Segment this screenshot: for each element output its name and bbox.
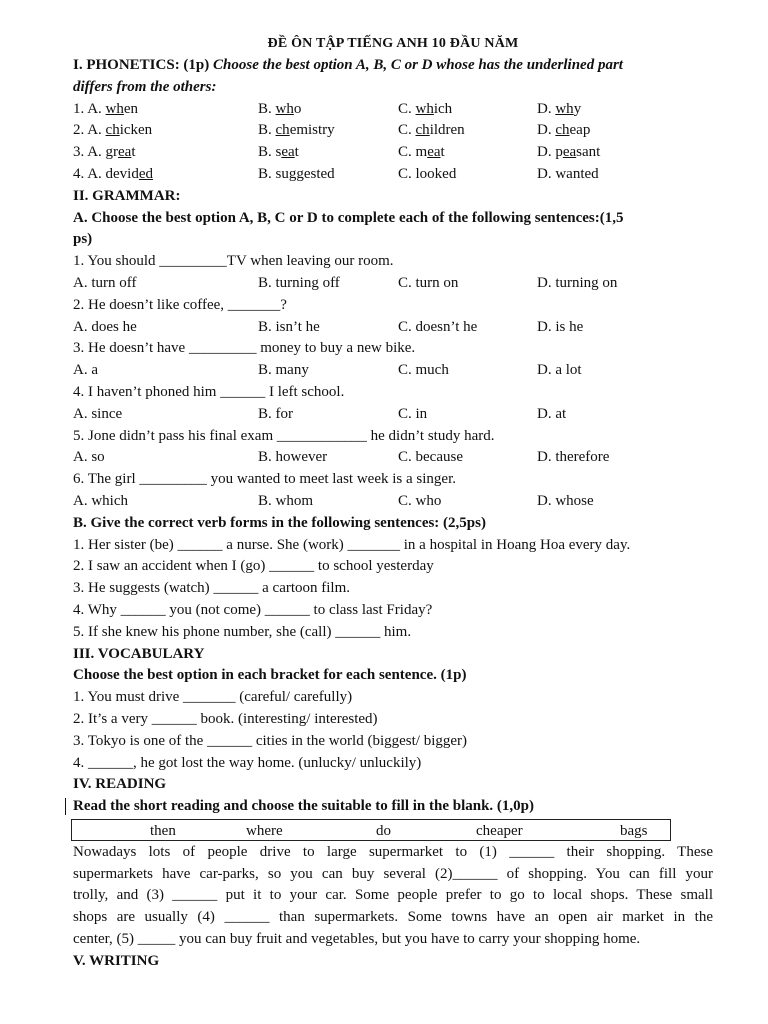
grammar-options-row (73, 491, 713, 513)
option-text: ich (433, 100, 453, 117)
option-text: A. (87, 100, 106, 117)
grammar-option: D. at (537, 405, 567, 422)
grammar-question: 4. I haven’t phoned him ______ I left school. (73, 383, 345, 400)
grammar-option: B. isn’t he (258, 318, 320, 335)
word-box-item: where (246, 822, 283, 839)
question-number: 2. (73, 122, 85, 139)
vocabulary-item: 1. You must drive _______ (careful/ carefully) (73, 689, 353, 706)
option-text: D. wanted (537, 165, 599, 182)
partB-item: 5. If she knew his phone number, she (call) ______ him. (73, 623, 412, 640)
grammar-question: 5. Jone didn’t pass his final exam ____________ he didn’t study hard. (73, 427, 495, 444)
grammar-question: 1. You should _________TV when leaving our room. (73, 253, 394, 270)
reading-paragraph-line: center, (5) _____ you can buy fruit and vegetables, but you have to carry your shopping home. (73, 931, 641, 948)
underlined-part: ch (275, 122, 290, 139)
phonetics-question-row (73, 99, 713, 121)
grammar-question: 3. He doesn’t have _________ money to buy a new bike. (73, 340, 416, 357)
option-text: D. (537, 122, 556, 139)
option-text: t (131, 144, 136, 161)
grammar-questions (73, 251, 713, 513)
writing-heading: V. WRITING (73, 952, 160, 969)
grammar-option: A. turn off (73, 274, 137, 291)
phonetics-option (398, 120, 537, 142)
underlined-part: ch (415, 122, 430, 139)
option-text: B. (258, 122, 276, 139)
phonetics-option (73, 99, 258, 121)
reading-paragraph-line: trolly, and (3) ______ put it to your car. Some people prefer to go to local shops. These small (73, 887, 713, 904)
option-text: B. suggested (258, 165, 335, 182)
word-box (71, 819, 671, 841)
grammar-option: C. because (398, 449, 463, 466)
grammar-option: A. so (73, 449, 105, 466)
grammar-partA-heading: A. Choose the best option A, B, C or D to complete each of the following sentences:(1,5 (73, 209, 624, 226)
underlined-part: ch (555, 122, 570, 139)
grammar-option: C. in (398, 405, 428, 422)
underlined-part: wh (555, 100, 574, 117)
phonetics-question-row (73, 164, 713, 186)
phonetics-option (73, 142, 258, 164)
option-text: B. s (258, 144, 282, 161)
underlined-part: ed (138, 165, 154, 182)
grammar-option: B. many (258, 362, 309, 379)
reading-instruction: Read the short reading and choose the suitable to fill in the blank. (1,0p) (73, 798, 535, 815)
grammar-option: C. doesn’t he (398, 318, 478, 335)
phonetics-heading: I. PHONETICS: (1p) (73, 57, 210, 73)
grammar-option: D. is he (537, 318, 584, 335)
grammar-option: C. who (398, 492, 442, 509)
option-text: B. (258, 100, 276, 117)
partB-item: 1. Her sister (be) ______ a nurse. She (work) _______ in a hospital in Hoang Hoa every day. (73, 536, 631, 553)
option-text: A. (87, 122, 106, 139)
phonetics-instruction-cont: differs from the others: (73, 78, 217, 95)
reading-paragraph-line: shops are usually (4) ______ than supermarkets. Some towns have an open air market in the (73, 909, 713, 926)
option-text: A. devid (87, 165, 139, 182)
vocabulary-item: 3. Tokyo is one of the ______ cities in the world (biggest/ bigger) (73, 732, 468, 749)
underlined-part: ea (281, 144, 295, 161)
option-text: eap (569, 122, 591, 139)
phonetics-option (398, 142, 537, 164)
phonetics-option (398, 99, 537, 121)
vocabulary-item: 4. ______, he got lost the way home. (unlucky/ unluckily) (73, 754, 422, 771)
word-box-item: do (376, 822, 391, 839)
worksheet-page (73, 32, 713, 973)
reading-heading: IV. READING (73, 776, 167, 793)
phonetics-items (73, 99, 713, 186)
option-text: emistry (289, 122, 335, 139)
option-text: C. m (398, 144, 428, 161)
option-text: sant (576, 144, 601, 161)
grammar-options-row (73, 273, 713, 295)
grammar-option: B. turning off (258, 274, 340, 291)
reading-instruction-line (73, 796, 713, 818)
phonetics-option (258, 164, 398, 186)
underlined-part: wh (275, 100, 294, 117)
word-box-item: cheaper (476, 822, 523, 839)
phonetics-instruction: Choose the best option A, B, C or D whose has the underlined part (213, 57, 623, 73)
phonetics-option (258, 120, 398, 142)
grammar-option: C. turn on (398, 274, 459, 291)
option-text: C. (398, 100, 416, 117)
option-text: y (573, 100, 582, 117)
grammar-option: D. whose (537, 492, 594, 509)
vocabulary-item: 2. It’s a very ______ book. (interesting/ interested) (73, 710, 378, 727)
option-text: o (293, 100, 302, 117)
vocabulary-heading: III. VOCABULARY (73, 645, 205, 662)
grammar-question: 6. The girl _________ you wanted to meet last week is a singer. (73, 471, 456, 488)
text-cursor (65, 798, 66, 815)
grammar-question: 2. He doesn’t like coffee, _______? (73, 296, 287, 313)
grammar-option: A. a (73, 362, 98, 379)
phonetics-option (258, 142, 398, 164)
grammar-option: D. therefore (537, 449, 610, 466)
option-text: D. p (537, 144, 563, 161)
phonetics-option (537, 142, 677, 164)
page-title: ĐỀ ÔN TẬP TIẾNG ANH 10 ĐẦU NĂM (267, 36, 519, 51)
grammar-option: C. much (398, 362, 449, 379)
grammar-partB-heading: B. Give the correct verb forms in the following sentences: (2,5ps) (73, 514, 486, 531)
grammar-options-row (73, 317, 713, 339)
partB-item: 4. Why ______ you (not come) ______ to class last Friday? (73, 601, 433, 618)
option-text: A. gr (87, 144, 119, 161)
grammar-option: A. since (73, 405, 123, 422)
grammar-partA-heading-cont: ps) (73, 231, 93, 248)
phonetics-option (398, 164, 537, 186)
grammar-option: B. for (258, 405, 293, 422)
question-number: 1. (73, 100, 85, 117)
grammar-options-row (73, 447, 713, 469)
word-box-item: then (150, 822, 176, 839)
partB-item: 2. I saw an accident when I (go) ______ to school yesterday (73, 558, 434, 575)
partB-item: 3. He suggests (watch) ______ a cartoon film. (73, 580, 351, 597)
reading-paragraph-line: supermarkets have car-parks, so you can buy several (2)______ of shopping. You can fill your (73, 865, 713, 882)
grammar-option: D. turning on (537, 274, 618, 291)
option-text: ildren (429, 122, 465, 139)
grammar-options-row (73, 360, 713, 382)
option-text: D. (537, 100, 556, 117)
phonetics-option (73, 120, 258, 142)
option-text: t (294, 144, 299, 161)
vocabulary-instruction: Choose the best option in each bracket for each sentence. (1p) (73, 667, 467, 684)
phonetics-question-row (73, 120, 713, 142)
grammar-options-row (73, 404, 713, 426)
phonetics-question-row (73, 142, 713, 164)
underlined-part: ch (105, 122, 120, 139)
phonetics-option (73, 164, 258, 186)
grammar-option: B. whom (258, 492, 314, 509)
grammar-option: A. which (73, 492, 128, 509)
underlined-part: ea (562, 144, 577, 161)
reading-paragraph-line: Nowadays lots of people drive to large supermarket to (1) ______ their shopping. These (73, 843, 713, 860)
grammar-option: D. a lot (537, 362, 582, 379)
option-text: t (440, 144, 445, 161)
grammar-option: B. however (258, 449, 328, 466)
question-number: 3. (73, 144, 85, 161)
underlined-part: wh (105, 100, 124, 117)
phonetics-option (537, 164, 677, 186)
option-text: en (123, 100, 139, 117)
phonetics-heading-line (73, 55, 713, 77)
underlined-part: wh (415, 100, 434, 117)
option-text: icken (119, 122, 153, 139)
option-text: C. looked (398, 165, 457, 182)
phonetics-option (537, 120, 677, 142)
phonetics-option (537, 99, 677, 121)
option-text: C. (398, 122, 416, 139)
grammar-option: A. does he (73, 318, 137, 335)
question-number: 4. (73, 165, 85, 182)
phonetics-option (258, 99, 398, 121)
word-box-item: bags (620, 822, 648, 839)
underlined-part: ea (427, 144, 441, 161)
grammar-heading: II. GRAMMAR: (73, 187, 181, 204)
underlined-part: ea (118, 144, 132, 161)
